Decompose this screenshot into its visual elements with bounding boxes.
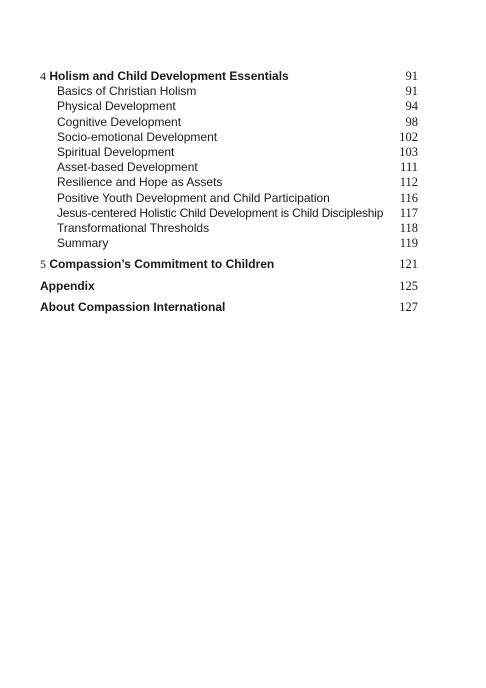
toc-section [40,221,418,236]
section-title: Resilience and Hope as Assets [57,175,223,190]
toc-section [40,130,418,145]
page-number: 102 [399,129,418,144]
toc-about [40,300,418,315]
section-title: Summary [57,236,109,251]
section-title: Socio-emotional Development [57,129,218,144]
page-number: 98 [405,114,418,129]
section-title: Asset-based Development [57,160,198,175]
page-number: 116 [399,190,418,205]
page-number: 118 [399,221,418,236]
toc-section [40,84,418,99]
page-number: 119 [399,236,418,251]
toc-section [40,236,418,251]
about-title: About Compassion International [40,299,226,314]
page-number: 91 [405,69,418,83]
chapter-number: 5 [40,257,46,272]
section-title: Basics of Christian Holism [57,84,197,99]
section-title: Cognitive Development [57,114,182,129]
toc-section [40,145,418,160]
page-number: 112 [399,175,418,190]
chapter-title: Holism and Child Development Essentials [49,69,289,83]
toc-chapter-4 [40,69,418,84]
page-number: 125 [399,278,418,293]
section-title: Jesus-centered Holistic Child Development is Child Discipleship [57,205,384,220]
toc-chapter-5 [40,257,418,272]
table-of-contents [40,69,418,315]
section-title: Physical Development [57,99,176,114]
toc-section [40,160,418,175]
section-title: Spiritual Development [57,145,175,160]
page-number: 117 [399,205,418,220]
toc-section [40,175,418,190]
page-number: 121 [399,257,418,272]
section-title: Transformational Thresholds [57,221,210,236]
chapter-number: 4 [40,69,46,83]
section-title: Positive Youth Development and Child Participation [57,190,330,205]
chapter-heading [40,69,289,84]
page-number: 111 [400,160,418,175]
toc-section [40,206,418,221]
page-number: 91 [405,84,418,99]
appendix-title: Appendix [40,278,95,293]
chapter-heading [40,257,274,272]
page-number: 103 [399,145,418,160]
toc-appendix [40,279,418,294]
toc-section [40,115,418,130]
chapter-title: Compassion’s Commitment to Children [49,257,275,272]
toc-section [40,99,418,114]
page-number: 94 [405,99,418,114]
page-number: 127 [399,299,418,314]
toc-section [40,191,418,206]
